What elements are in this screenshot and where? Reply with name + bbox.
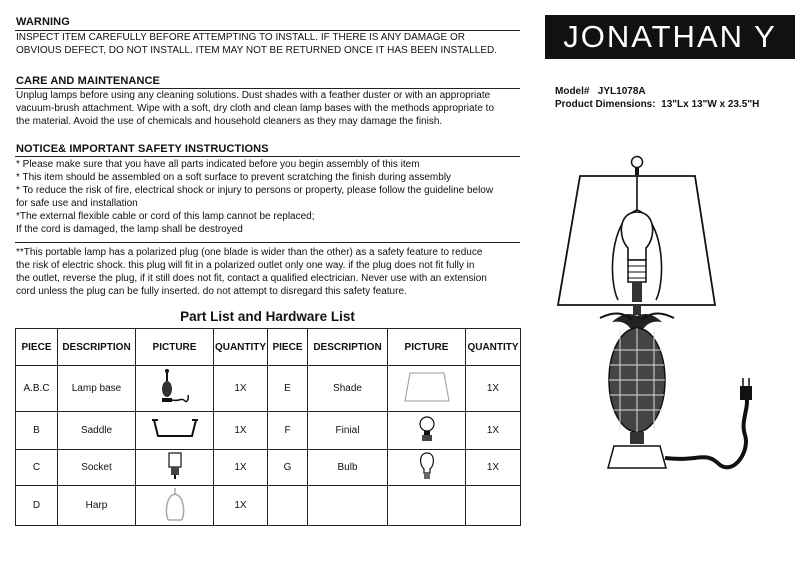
bulb-icon bbox=[417, 451, 437, 481]
dims-value: 13"Lx 13"W x 23.5"H bbox=[661, 99, 760, 110]
table-header-row bbox=[16, 329, 521, 366]
piece-cell: C bbox=[16, 450, 58, 486]
picture-cell bbox=[388, 366, 466, 412]
picture-cell bbox=[136, 366, 214, 412]
quantity-cell: 1X bbox=[214, 486, 268, 526]
picture-cell bbox=[388, 412, 466, 450]
picture-cell bbox=[136, 412, 214, 450]
col-header: QUANTITY bbox=[466, 329, 521, 366]
plug-rule bbox=[15, 242, 520, 243]
warning-line: INSPECT ITEM CAREFULLY BEFORE ATTEMPTING TO INSTALL. IF THERE IS ANY DAMAGE OR bbox=[16, 32, 465, 43]
col-header: DESCRIPTION bbox=[58, 329, 136, 366]
col-header: QUANTITY bbox=[214, 329, 268, 366]
notice-line: * This item should be assembled on a soft surface to prevent scratching the finish during assembly bbox=[16, 172, 452, 183]
model-number bbox=[555, 86, 646, 97]
notice-line: for safe use and installation bbox=[16, 198, 138, 209]
model-value: JYL1078A bbox=[597, 86, 646, 97]
plug-line: cord unless the plug can be fully inserted. do not attempt to disregard this safety feature. bbox=[16, 286, 407, 297]
piece-cell: D bbox=[16, 486, 58, 526]
quantity-cell: 1X bbox=[214, 366, 268, 412]
dims-label: Product Dimensions: bbox=[555, 99, 656, 110]
table-row bbox=[16, 450, 521, 486]
shade-icon bbox=[402, 369, 452, 405]
notice-line: *The external flexible cable or cord of this lamp cannot be replaced; bbox=[16, 211, 315, 222]
notice-title: NOTICE& IMPORTANT SAFETY INSTRUCTIONS bbox=[16, 143, 269, 155]
plug-line: the outlet, reverse the plug, if it still does not fit, contact a qualified electrician. Never use with an extension bbox=[16, 273, 487, 284]
notice-line: * Please make sure that you have all parts indicated before you begin assembly of this item bbox=[16, 159, 420, 170]
col-header: DESCRIPTION bbox=[308, 329, 388, 366]
brand-logo: JONATHAN Y bbox=[545, 15, 795, 59]
warning-line: OBVIOUS DEFECT, DO NOT INSTALL. ITEM MAY NOT BE RETURNED ONCE IT HAS BEEN INSTALLED. bbox=[16, 45, 498, 56]
plug-line: **This portable lamp has a polarized plug (one blade is wider than the other) as a safety feature to reduce bbox=[16, 247, 483, 258]
care-line: vacuum-brush attachment. Wipe with a soft, dry cloth and clean lamp bases with the methods appropriate to bbox=[16, 103, 495, 114]
warning-title: WARNING bbox=[16, 16, 70, 28]
socket-icon bbox=[165, 451, 185, 481]
care-line: Unplug lamps before using any cleaning solutions. Dust shades with a feather duster or with an appropriate bbox=[16, 90, 491, 101]
piece-cell: G bbox=[268, 450, 308, 486]
description-cell: Shade bbox=[308, 366, 388, 412]
care-line: the material. Avoid the use of chemicals and household cleaners as they may damage the finish. bbox=[16, 116, 443, 127]
description-cell: Lamp base bbox=[58, 366, 136, 412]
quantity-cell: 1X bbox=[466, 366, 521, 412]
piece-cell: E bbox=[268, 366, 308, 412]
table-row bbox=[16, 486, 521, 526]
quantity-cell: 1X bbox=[214, 412, 268, 450]
model-label: Model# bbox=[555, 86, 590, 97]
finial-ball bbox=[632, 157, 643, 168]
notice-rule bbox=[15, 156, 520, 157]
picture-cell bbox=[388, 486, 466, 526]
notice-line: * To reduce the risk of fire, electrical shock or injury to persons or property, please follow the guideline below bbox=[16, 185, 494, 196]
quantity-cell: 1X bbox=[466, 450, 521, 486]
plug-line: the risk of electric shock. this plug will fit in a polarized outlet only one way. if the plug does not fit fully in bbox=[16, 260, 475, 271]
col-header: PIECE bbox=[16, 329, 58, 366]
table-row bbox=[16, 412, 521, 450]
description-cell: Saddle bbox=[58, 412, 136, 450]
table-row bbox=[16, 366, 521, 412]
description-cell: Socket bbox=[58, 450, 136, 486]
lamp-base-icon bbox=[155, 367, 195, 407]
product-dimensions bbox=[555, 99, 759, 110]
care-title: CARE AND MAINTENANCE bbox=[16, 75, 160, 87]
col-header: PICTURE bbox=[388, 329, 466, 366]
lamp-base bbox=[608, 446, 666, 468]
description-cell: Harp bbox=[58, 486, 136, 526]
parts-title: Part List and Hardware List bbox=[180, 309, 355, 324]
lamp-illustration bbox=[540, 150, 800, 480]
quantity-cell: 1X bbox=[214, 450, 268, 486]
finial-icon bbox=[417, 414, 437, 444]
description-cell: Finial bbox=[308, 412, 388, 450]
parts-table bbox=[15, 328, 521, 526]
piece-cell: A.B.C bbox=[16, 366, 58, 412]
quantity-cell bbox=[466, 486, 521, 526]
picture-cell bbox=[136, 450, 214, 486]
description-cell bbox=[308, 486, 388, 526]
description-cell: Bulb bbox=[308, 450, 388, 486]
picture-cell bbox=[388, 450, 466, 486]
saddle-icon bbox=[150, 416, 200, 442]
picture-cell bbox=[136, 486, 214, 526]
piece-cell: B bbox=[16, 412, 58, 450]
piece-cell bbox=[268, 486, 308, 526]
col-header: PICTURE bbox=[136, 329, 214, 366]
col-header: PIECE bbox=[268, 329, 308, 366]
lamp-cord bbox=[665, 395, 747, 467]
piece-cell: F bbox=[268, 412, 308, 450]
notice-line: If the cord is damaged, the lamp shall be destroyed bbox=[16, 224, 243, 235]
harp-icon bbox=[160, 486, 190, 522]
quantity-cell: 1X bbox=[466, 412, 521, 450]
